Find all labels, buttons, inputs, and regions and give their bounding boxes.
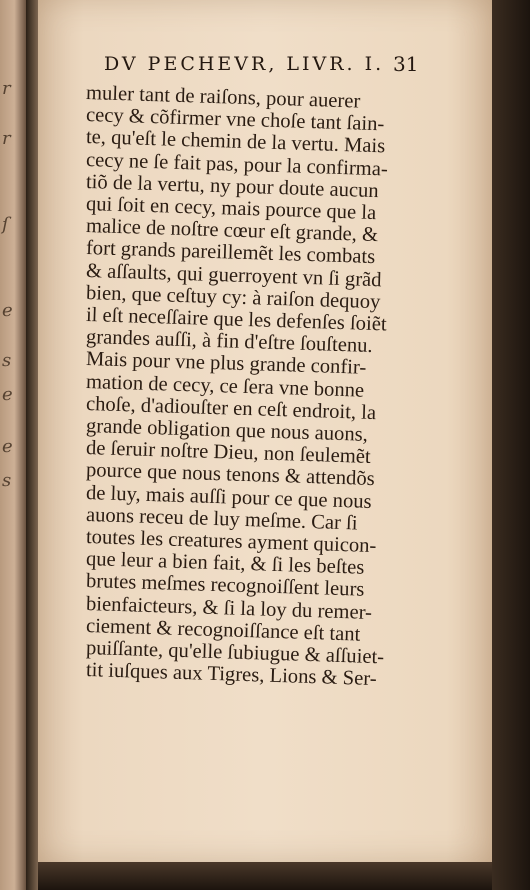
text-line: toutes les creatures ayment quicon- bbox=[85, 526, 377, 558]
text-line: que leur a bien fait, & ſi les beſtes bbox=[85, 548, 365, 580]
text-line: te, qu'eſt le chemin de la vertu. Mais bbox=[85, 126, 386, 158]
text-line: choſe, d'adiouſter en ceſt endroit, la bbox=[85, 392, 377, 424]
text-line: tit iuſques aux Tigres, Lions & Ser- bbox=[85, 659, 377, 691]
text-line: malice de noſtre cœur eſt grande, & bbox=[85, 215, 379, 247]
text-line: ciement & recognoiſſance eſt tant bbox=[85, 614, 361, 646]
facing-page-glyph: s bbox=[2, 470, 12, 491]
book-gutter bbox=[26, 0, 38, 890]
text-line: muler tant de raiſons, pour auerer bbox=[85, 82, 361, 113]
book-page bbox=[38, 0, 492, 862]
facing-page-edge bbox=[0, 0, 26, 890]
text-line: bienfaicteurs, & ſi la loy du remer- bbox=[85, 592, 373, 624]
text-line: puiſſante, qu'elle ſubiugue & aſſuiet- bbox=[85, 637, 385, 669]
facing-page-glyph: s bbox=[2, 350, 12, 371]
facing-page-glyph: r bbox=[2, 78, 11, 99]
text-line: cecy ne ſe fait pas, pour la confirma- bbox=[85, 148, 389, 181]
text-line: grandes auſſi, à fin d'eſtre ſouſtenu. bbox=[85, 326, 374, 358]
facing-page-glyph: e bbox=[2, 300, 13, 321]
facing-page-glyph: e bbox=[2, 384, 13, 405]
text-line: de luy, mais auſſi pour ce que nous bbox=[85, 481, 372, 513]
text-line: il eſt neceſſaire que les defenſes ſoiẽt bbox=[85, 304, 387, 336]
facing-page-glyph: ſ bbox=[2, 214, 9, 235]
page-edge-bottom bbox=[38, 862, 492, 890]
page-number: 31 bbox=[393, 52, 419, 76]
text-line: grande obligation que nous auons, bbox=[85, 415, 369, 446]
text-line: tiõ de la vertu, ny pour doute aucun bbox=[85, 170, 380, 203]
text-line: & aſſaults, qui guerroyent vn ſi grãd bbox=[85, 259, 382, 291]
text-line: mation de cecy, ce ſera vne bonne bbox=[85, 370, 365, 402]
text-line: brutes meſmes recognoiſſent leurs bbox=[85, 570, 365, 602]
running-head: DV PECHEVR, LIVR. I. bbox=[104, 53, 385, 75]
text-line: pource que nous tenons & attendõs bbox=[85, 459, 376, 491]
text-line: Mais pour vne plus grande confir- bbox=[85, 348, 367, 380]
text-line: de ſeruir noſtre Dieu, non ſeulemẽt bbox=[85, 437, 372, 469]
facing-page-glyph: e bbox=[2, 436, 13, 457]
text-line: cecy & cõfirmer vne choſe tant ſain- bbox=[85, 104, 385, 136]
body-text bbox=[85, 82, 416, 691]
text-line: auons receu de luy meſme. Car ſi bbox=[85, 503, 358, 535]
facing-page-glyph: r bbox=[2, 128, 11, 149]
page-edge-right bbox=[492, 0, 530, 890]
text-line: fort grands pareillemẽt les combats bbox=[85, 237, 376, 269]
text-line: qui ſoit en cecy, mais pource que la bbox=[85, 193, 377, 225]
text-line: bien, que ceſtuy cy: à raiſon dequoy bbox=[85, 281, 381, 314]
